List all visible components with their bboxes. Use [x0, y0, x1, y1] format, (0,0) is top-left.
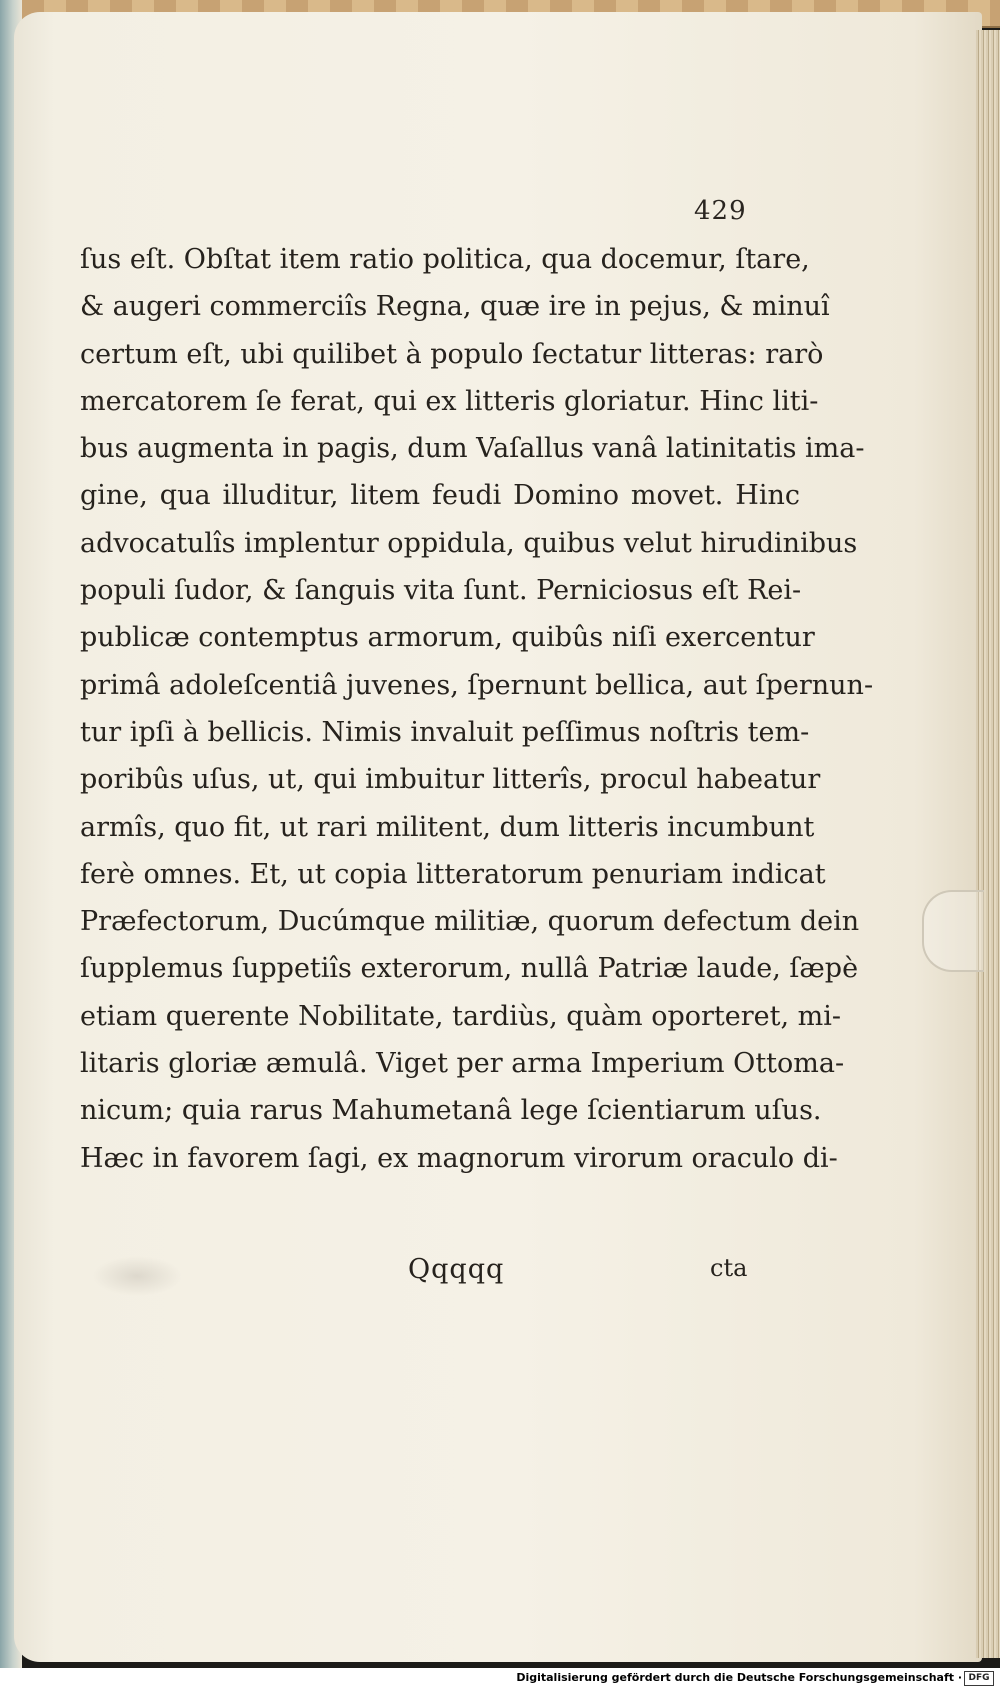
- text-line: poribûs uſus, ut, qui imbuitur litterîs, procul habeatur: [80, 764, 821, 796]
- text-line: ferè omnes. Et, ut copia litteratorum penuriam indicat: [80, 858, 826, 890]
- text-line: etiam querente Nobilitate, tardiùs, quàm oporteret, mi-: [80, 1000, 842, 1032]
- text-line: ſupplemus ſuppetiîs exterorum, nullâ Patriæ laude, ſæpè: [80, 953, 859, 985]
- page-stack-edge: [976, 30, 1000, 1658]
- text-line: populi ſudor, & ſanguis vita ſunt. Perniciosus eſt Rei-: [80, 575, 802, 607]
- text-line: & augeri commerciîs Regna, quæ ire in pejus, & minuî: [80, 291, 830, 323]
- text-line: certum eſt, ubi quilibet à populo ſectatur litteras: rarò: [80, 338, 824, 370]
- text-line: Præfectorum, Ducúmque militiæ, quorum defectum dein: [80, 906, 860, 938]
- text-line: Hæc in favorem ſagi, ex magnorum virorum oraculo di-: [80, 1142, 838, 1174]
- bookmark-tab: [922, 890, 984, 972]
- body-text: [80, 236, 874, 1182]
- text-line: publicæ contemptus armorum, quibûs niſi exercentur: [80, 622, 815, 654]
- text-line: mercatorem ſe ferat, qui ex litteris gloriatur. Hinc liti-: [80, 385, 819, 417]
- page-number: 429: [694, 196, 747, 226]
- text-line: primâ adoleſcentiâ juvenes, ſpernunt bellica, aut ſpernun-: [80, 669, 874, 701]
- text-line: tur ipſi à bellicis. Nimis invaluit peſſimus noſtris tem-: [80, 716, 810, 748]
- text-line: litaris gloriæ æmulâ. Viget per arma Imperium Ottoma-: [80, 1048, 845, 1080]
- footer-credit: Digitalisierung gefördert durch die Deutsche Forschungsgemeinschaft ·: [516, 1671, 962, 1684]
- dfg-logo-icon: DFG: [964, 1671, 994, 1686]
- ink-bleed-through: [92, 1256, 182, 1296]
- text-line: bus augmenta in pagis, dum Vaſallus vanâ latinitatis ima-: [80, 433, 865, 465]
- catchword: cta: [710, 1254, 748, 1282]
- footer-bar: [0, 1668, 1000, 1688]
- text-line: gine, qua illuditur, litem feudi Domino movet. Hinc: [80, 480, 800, 512]
- signature-mark: Qqqqq: [408, 1254, 505, 1285]
- text-line: nicum; quia rarus Mahumetanâ lege ſcientiarum uſus.: [80, 1095, 822, 1127]
- text-line: armîs, quo fit, ut rari militent, dum litteris incumbunt: [80, 811, 815, 843]
- text-line: advocatulîs implentur oppidula, quibus velut hirudinibus: [80, 527, 858, 559]
- text-line: ſus eſt. Obſtat item ratio politica, qua docemur, ſtare,: [80, 244, 810, 275]
